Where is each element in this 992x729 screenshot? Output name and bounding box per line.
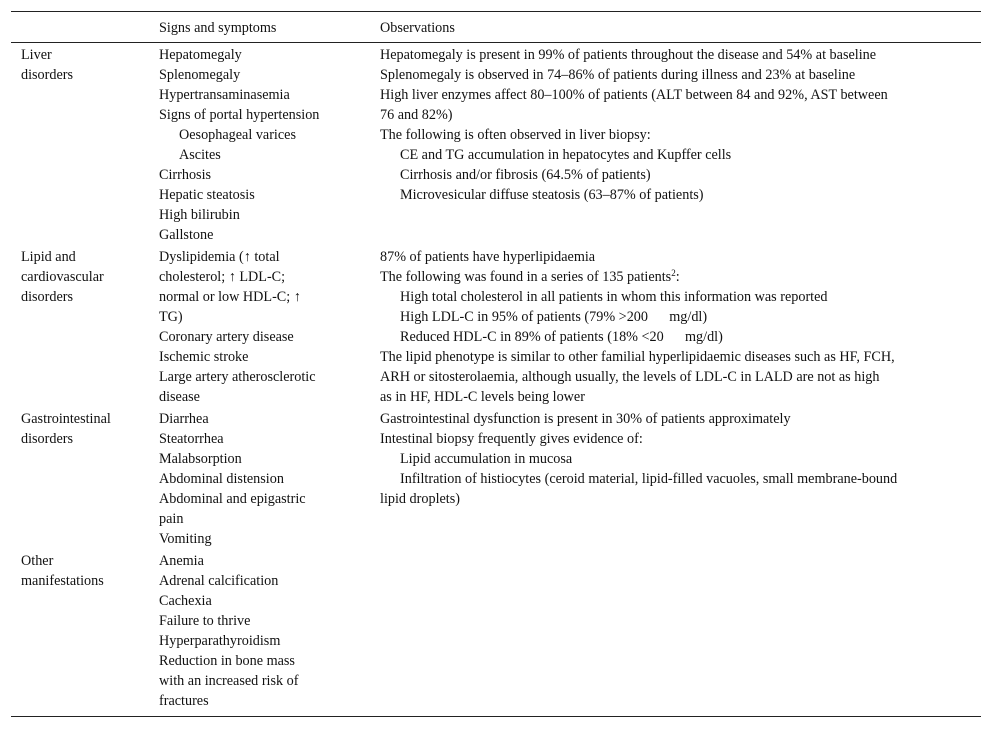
sign-item: Signs of portal hypertension (159, 107, 320, 123)
sign-item: High bilirubin (159, 207, 240, 223)
category-cell (21, 409, 151, 449)
sign-item: TG) (159, 309, 183, 325)
sign-subitem: Ascites (179, 147, 221, 163)
sign-item: Coronary artery disease (159, 329, 294, 345)
sign-item: Adrenal calcification (159, 573, 279, 589)
observation-text: The following was found in a series of 135 patients (380, 269, 672, 285)
sign-item: Hypertransaminasemia (159, 87, 290, 103)
observation-line: Intestinal biopsy frequently gives evidence of: (380, 431, 643, 447)
observation-subline: CE and TG accumulation in hepatocytes and Kupffer cells (400, 147, 732, 163)
observation-subline: Lipid accumulation in mucosa (400, 451, 573, 467)
sign-item: Cachexia (159, 593, 212, 609)
signs-cell (159, 45, 374, 245)
sign-item: Ischemic stroke (159, 349, 249, 365)
category-line: Other (21, 553, 54, 569)
category-cell (21, 247, 151, 307)
observation-line: The following is often observed in liver biopsy: (380, 127, 651, 143)
category-line: Liver (21, 47, 52, 63)
category-line: Lipid and (21, 249, 76, 265)
observation-subline: Infiltration of histiocytes (ceroid material, lipid-filled vacuoles, small membrane-bound (400, 471, 898, 487)
signs-cell (159, 551, 374, 711)
sign-item: with an increased risk of (159, 673, 299, 689)
sign-item: Diarrhea (159, 411, 209, 427)
observation-line: The lipid phenotype is similar to other familial hyperlipidaemic diseases such as HF, FCH, (380, 349, 895, 365)
observation-subline: High LDL-C in 95% of patients (79% >200 mg/dl) (400, 309, 708, 325)
observation-subline: High total cholesterol in all patients in whom this information was reported (400, 289, 828, 305)
sign-item: pain (159, 511, 184, 527)
observation-line: Hepatomegaly is present in 99% of patients throughout the disease and 54% at baseline (380, 47, 877, 63)
sign-item: Hepatomegaly (159, 47, 242, 63)
observation-line: lipid droplets) (380, 491, 460, 507)
observation-subline: Reduced HDL-C in 89% of patients (18% <20 mg/dl) (400, 329, 723, 345)
observations-cell (380, 409, 965, 509)
sign-item: disease (159, 389, 200, 405)
category-line: manifestations (21, 573, 104, 589)
category-line: cardiovascular (21, 269, 104, 285)
observation-line: ARH or sitosterolaemia, although usually, the levels of LDL-C in LALD are not as high (380, 369, 880, 385)
sign-item: Malabsorption (159, 451, 242, 467)
sign-item: Hyperparathyroidism (159, 633, 281, 649)
signs-cell (159, 409, 374, 549)
observations-cell (380, 247, 965, 407)
sign-item: Large artery atherosclerotic (159, 369, 316, 385)
observations-cell (380, 45, 965, 205)
observation-line: Splenomegaly is observed in 74–86% of patients during illness and 23% at baseline (380, 67, 856, 83)
observation-line: as in HF, HDL-C levels being lower (380, 389, 585, 405)
sign-item: cholesterol; ↑ LDL-C; (159, 269, 286, 285)
sign-item: Anemia (159, 553, 204, 569)
sign-item: normal or low HDL-C; ↑ (159, 289, 301, 305)
signs-cell (159, 247, 374, 407)
sign-item: Abdominal and epigastric (159, 491, 306, 507)
sign-item: fractures (159, 693, 209, 709)
sign-item: Cirrhosis (159, 167, 212, 183)
sign-item: Steatorrhea (159, 431, 224, 447)
observation-subline: Microvesicular diffuse steatosis (63–87% of patients) (400, 187, 704, 203)
header-signs-and-symptoms: Signs and symptoms (159, 20, 277, 36)
observation-line: 76 and 82%) (380, 107, 453, 123)
table-bottom-rule (11, 716, 981, 717)
sign-item: Abdominal distension (159, 471, 284, 487)
table-top-rule (11, 11, 981, 12)
category-line: disorders (21, 67, 74, 83)
sign-item: Splenomegaly (159, 67, 241, 83)
header-rule (11, 42, 981, 43)
sign-item: Hepatic steatosis (159, 187, 255, 203)
observation-line (380, 267, 965, 287)
category-line: disorders (21, 431, 74, 447)
sign-item: Failure to thrive (159, 613, 251, 629)
sign-item: Vomiting (159, 531, 212, 547)
observation-line: 87% of patients have hyperlipidaemia (380, 249, 596, 265)
observation-colon: : (675, 269, 680, 285)
observation-line: Gastrointestinal dysfunction is present in 30% of patients approximately (380, 411, 791, 427)
category-line: Gastrointestinal (21, 411, 111, 427)
category-line: disorders (21, 289, 74, 305)
sign-item: Gallstone (159, 227, 214, 243)
category-cell (21, 551, 151, 591)
reference-superscript: 2 (671, 268, 676, 278)
sign-item: Dyslipidemia (↑ total (159, 249, 280, 265)
category-cell (21, 45, 151, 85)
observation-subline: Cirrhosis and/or fibrosis (64.5% of patients) (400, 167, 651, 183)
header-observations: Observations (380, 20, 455, 36)
sign-item: Reduction in bone mass (159, 653, 295, 669)
observation-line: High liver enzymes affect 80–100% of patients (ALT between 84 and 92%, AST between (380, 87, 888, 103)
sign-subitem: Oesophageal varices (179, 127, 296, 143)
